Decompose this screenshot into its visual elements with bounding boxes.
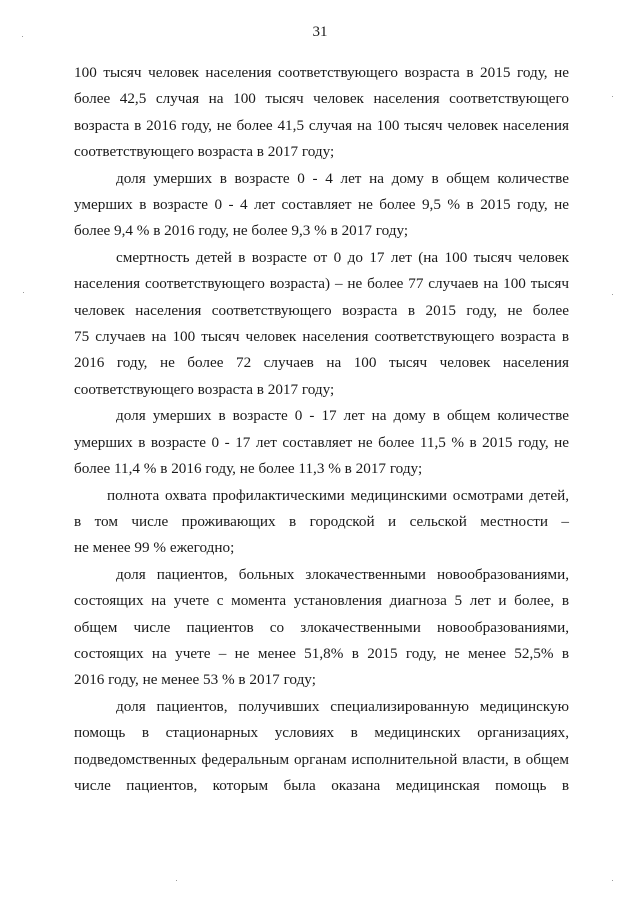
paragraph-line: доля пациентов, больных злокачественными новообразованиями, xyxy=(116,565,569,583)
paragraph-line: человек населения соответствующего возраста в 2015 году, не более xyxy=(74,301,569,319)
scan-speck xyxy=(176,880,177,881)
paragraph-line: полнота охвата профилактическими медицинскими осмотрами детей, xyxy=(107,486,569,504)
paragraph-line: доля умерших в возрасте 0 - 4 лет на дому в общем количестве xyxy=(116,169,569,187)
scan-speck xyxy=(612,96,613,97)
paragraph-4 xyxy=(74,403,569,482)
paragraph-line: состоящих на учете с момента установления диагноза 5 лет и более, в xyxy=(74,592,569,610)
paragraph-line: умерших в возрасте 0 - 4 лет составляет не более 9,5 % в 2015 году, не xyxy=(74,196,569,214)
paragraph-1 xyxy=(74,60,569,166)
scan-speck xyxy=(22,36,23,37)
scan-speck xyxy=(23,292,24,293)
paragraph-line: 100 тысяч человек населения соответствующего возраста в 2015 году, не xyxy=(74,64,569,81)
paragraph-line: 75 случаев на 100 тысяч человек населения соответствующего возраста в xyxy=(74,328,569,346)
paragraph-line: более 11,4 % в 2016 году, не более 11,3 % в 2017 году; xyxy=(74,460,423,478)
paragraph-6 xyxy=(74,562,569,694)
paragraph-line: смертность детей в возрасте от 0 до 17 лет (на 100 тысяч человек xyxy=(116,248,569,266)
page-number: 31 xyxy=(312,24,328,40)
paragraph-3 xyxy=(74,245,569,403)
paragraph-line: населения соответствующего возраста) – не более 77 случаев на 100 тысяч xyxy=(74,275,569,293)
paragraph-2 xyxy=(74,166,569,245)
paragraph-line: подведомственных федеральным органам исполнительной власти, в общем xyxy=(74,750,569,768)
paragraph-line: более 9,4 % в 2016 году, не более 9,3 % в 2017 году; xyxy=(74,222,409,240)
paragraph-line: соответствующего возраста в 2017 году; xyxy=(74,380,335,398)
paragraph-line: умерших в возрасте 0 - 17 лет составляет не более 11,5 % в 2015 году, не xyxy=(74,433,569,451)
paragraph-line: доля пациентов, получивших специализированную медицинскую xyxy=(116,697,569,715)
document-body xyxy=(74,60,569,799)
paragraph-line: числе пациентов, которым была оказана медицинская помощь в xyxy=(74,776,569,794)
paragraph-line: соответствующего возраста в 2017 году; xyxy=(74,143,335,161)
paragraph-line: состоящих на учете – не менее 51,8% в 2015 году, не менее 52,5% в xyxy=(74,644,569,662)
paragraph-line: доля умерших в возрасте 0 - 17 лет на дому в общем количестве xyxy=(116,407,569,425)
paragraph-line: помощь в стационарных условиях в медицинских организациях, xyxy=(74,724,569,742)
paragraph-line: возраста в 2016 году, не более 41,5 случая на 100 тысяч человек населения xyxy=(74,116,569,134)
paragraph-line: более 42,5 случая на 100 тысяч человек населения соответствующего xyxy=(74,90,569,108)
paragraph-line: в том числе проживающих в городской и сельской местности – xyxy=(74,512,569,530)
paragraph-line: не менее 99 % ежегодно; xyxy=(74,539,235,557)
scan-speck xyxy=(612,880,613,881)
paragraph-line: 2016 году, не более 72 случаев на 100 тысяч человек населения xyxy=(74,354,569,372)
paragraph-line: общем числе пациентов со злокачественными новообразованиями, xyxy=(74,618,569,636)
paragraph-7 xyxy=(74,694,569,800)
paragraph-5 xyxy=(74,483,569,562)
paragraph-line: 2016 году, не менее 53 % в 2017 году; xyxy=(74,671,316,689)
scan-speck xyxy=(612,294,613,295)
